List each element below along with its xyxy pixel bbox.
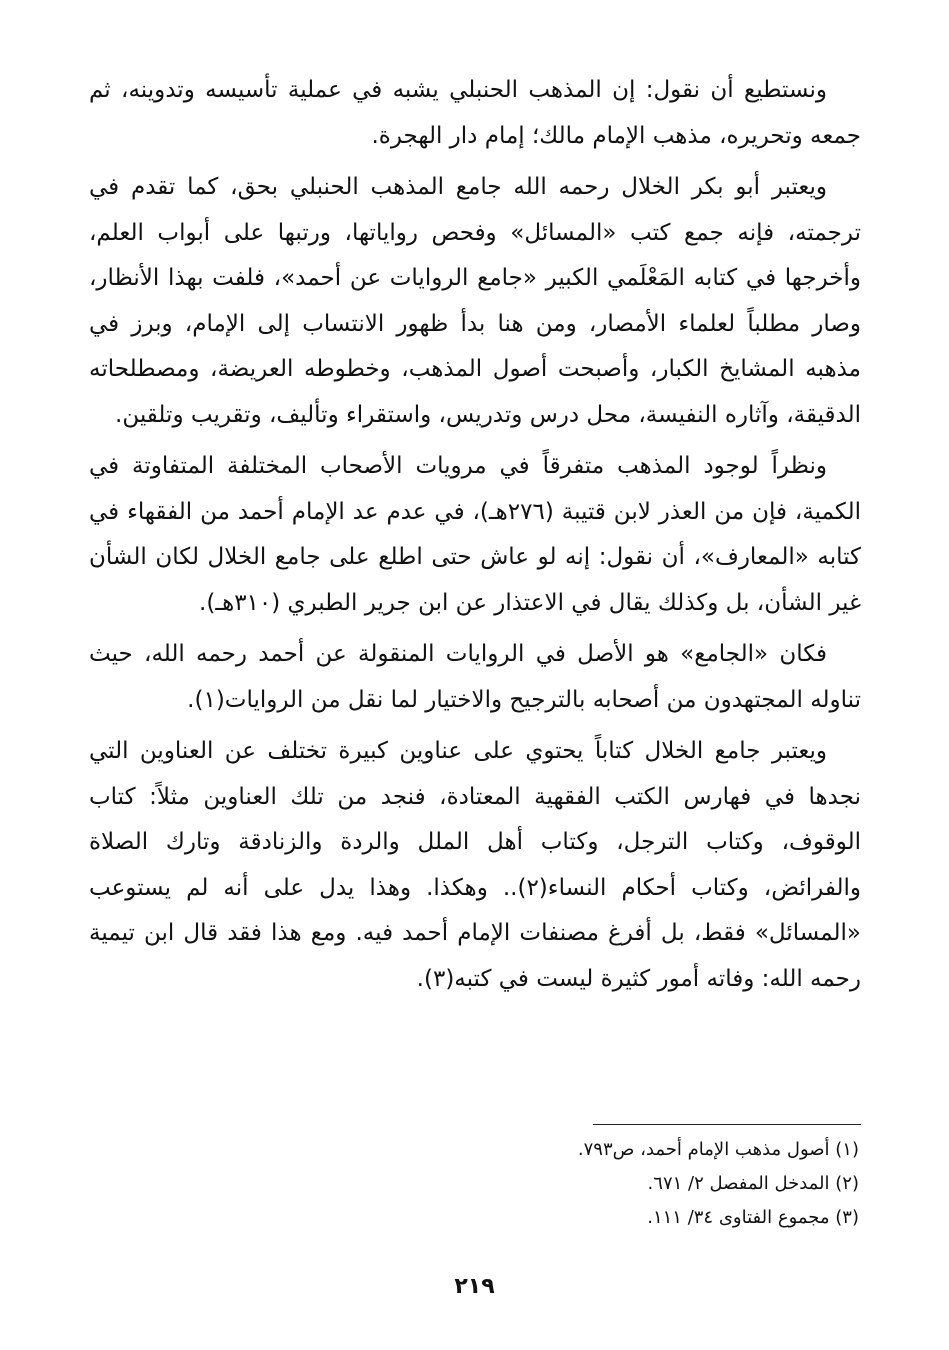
footnote-3: (٣) مجموع الفتاوى ٣٤/ ١١١. — [647, 1207, 859, 1228]
footnotes — [259, 1133, 859, 1235]
footnote-1: (١) أصول مذهب الإمام أحمد، ص٧٩٣. — [577, 1139, 859, 1160]
paragraph-5: ويعتبر جامع الخلال كتاباً يحتوي على عناوين كبيرة تختلف عن العناوين التي نجدها في فهارس الكتب الفقهية المعتادة، فنجد من تلك العناوين مثلاً: كتاب الوقوف، وكتاب الترجل، وكتاب أهل الملل والردة والزنادقة وتارك الصلاة والفرائض، وكتاب أحكام النساء(٢).. وهكذا. وهذا يدل على أنه لم يستوعب «المسائل» فقط، بل أفرغ مصنفات الإمام أحمد فيه. ومع هذا فقد قال ابن تيمية رحمه الله: وفاته أمور كثيرة ليست في كتبه(٣). — [89, 738, 861, 992]
footnote-2: (٢) المدخل المفصل ٢/ ٦٧١. — [647, 1173, 859, 1194]
footnote-divider — [593, 1124, 861, 1125]
paragraph-3: ونظراً لوجود المذهب متفرقاً في مرويات الأصحاب المختلفة المتفاوتة في الكمية، فإن من العذر لابن قتيبة (٢٧٦هـ)، في عدم عد الإمام أحمد من الفقهاء في كتابه «المعارف»، أن نقول: إنه لو عاش حتى اطلع على جامع الخلال لكان الشأن غير الشأن، بل وكذلك يقال في الاعتذار عن ابن جرير الطبري (٣١٠هـ). — [89, 453, 862, 616]
page-number: ٢١٩ — [454, 1274, 495, 1299]
paragraph-1: ونستطيع أن نقول: إن المذهب الحنبلي يشبه في عملية تأسيسه وتدوينه، ثم جمعه وتحريره، مذهب الإمام مالك؛ إمام دار الهجرة. — [89, 77, 861, 149]
paragraph-4: فكان «الجامع» هو الأصل في الروايات المنقولة عن أحمد رحمه الله، حيث تناوله المجتهدون من أصحابه بالترجيح والاختيار لما نقل من الروايات(١). — [89, 641, 861, 713]
paragraph-2: ويعتبر أبو بكر الخلال رحمه الله جامع المذهب الحنبلي بحق، كما تقدم في ترجمته، فإنه جمع كتب «المسائل» وفحص رواياتها، ورتبها على أبواب العلم، وأخرجها في كتابه المَعْلَمي الكبير «جامع الروايات عن أحمد»، فلفت بهذا الأنظار، وصار مطلباً لعلماء الأمصار، ومن هنا بدأ ظهور الانتساب إلى الإمام، وبرز في مذهبه المشايخ الكبار، وأصبحت أصول المذهب، وخطوطه العريضة، ومصطلحاته الدقيقة، وآثاره النفيسة، محل درس وتدريس، واستقراء وتأليف، وتقريب وتلقين. — [89, 174, 861, 428]
body-text — [89, 68, 861, 1008]
